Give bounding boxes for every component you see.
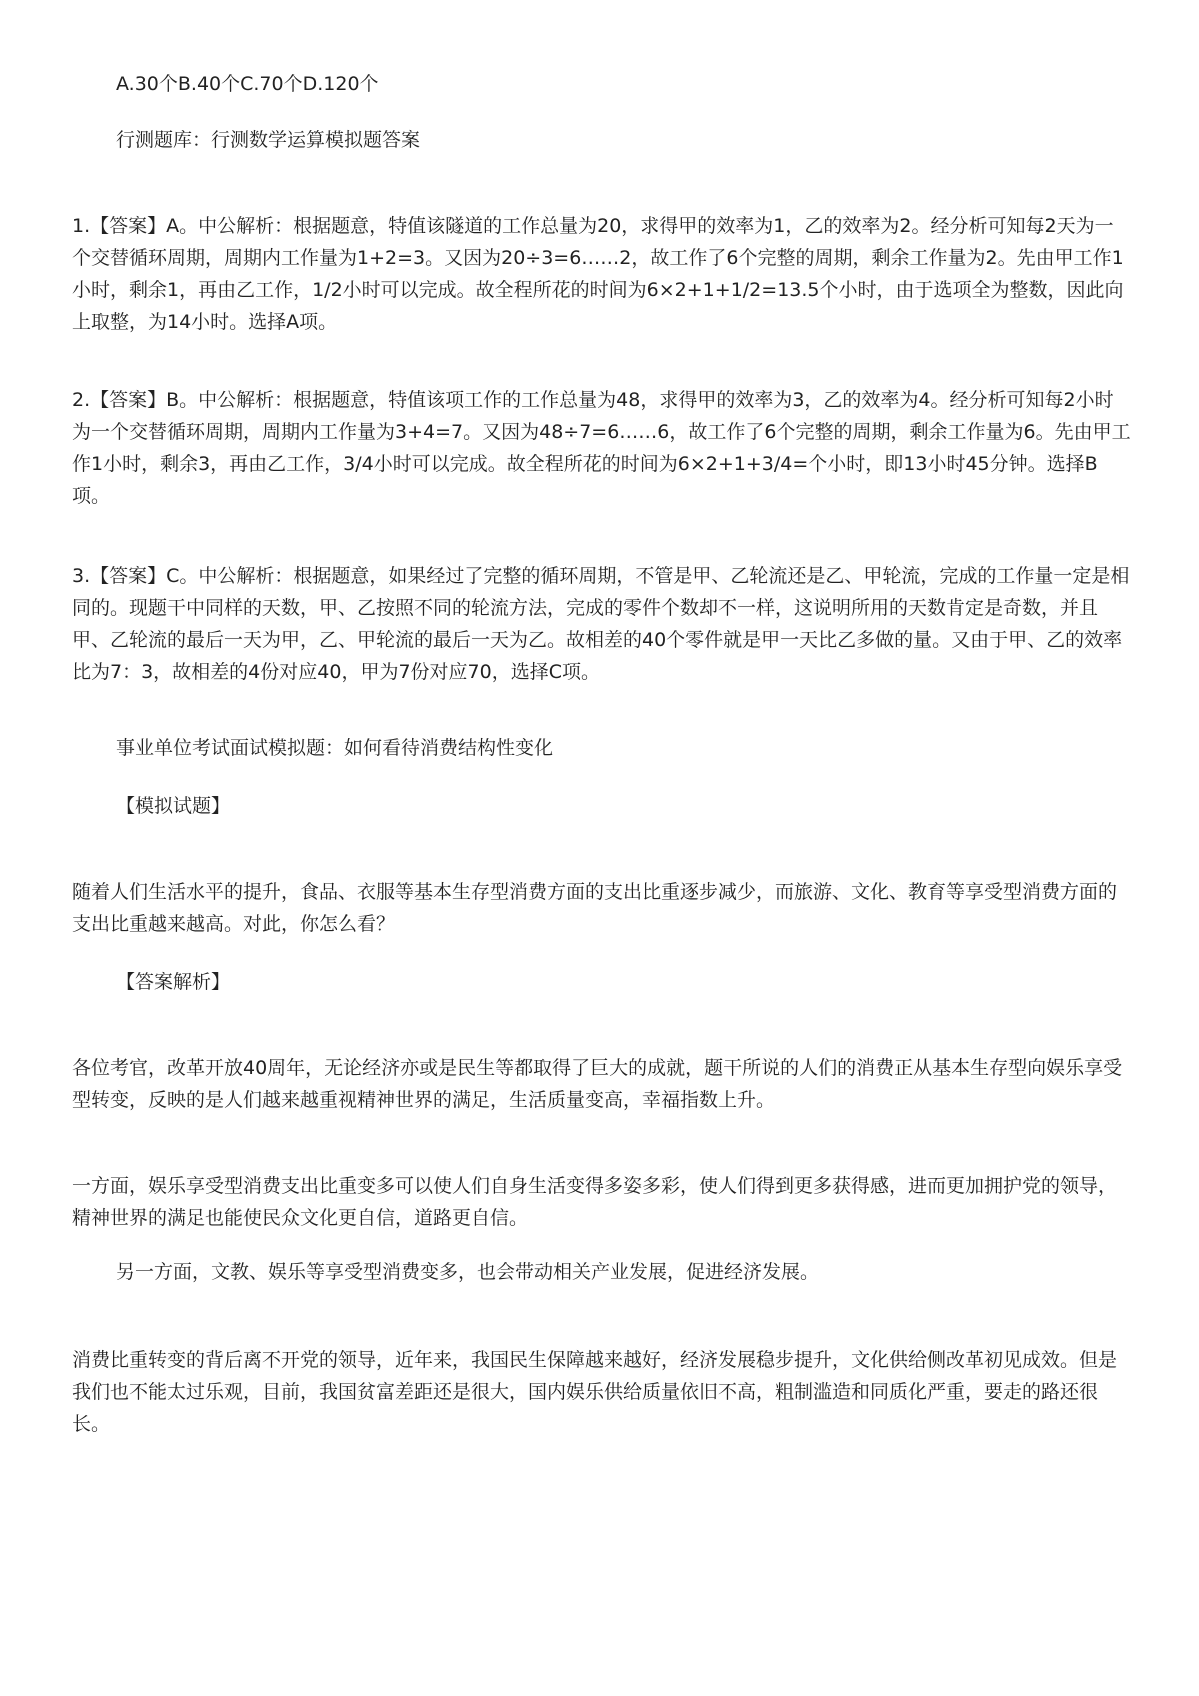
question-bank-title: 行测题库：行测数学运算模拟题答案 <box>116 129 421 151</box>
analysis-paragraph-2: 一方面，娱乐享受型消费支出比重变多可以使人们自身生活变得多姿多彩，使人们得到更多获得感，进而更加拥护党的领导，精神世界的满足也能使民众文化更自信，道路更自信。 <box>72 1175 1118 1229</box>
answer-analysis-label: 【答案解析】 <box>116 971 231 993</box>
interview-title: 事业单位考试面试模拟题：如何看待消费结构性变化 <box>116 737 554 759</box>
mock-question-label: 【模拟试题】 <box>116 795 231 817</box>
analysis-paragraph-1: 各位考官，改革开放40周年，无论经济亦或是民生等都取得了巨大的成就，题干所说的人们的消费正从基本生存型向娱乐享受型转变，反映的是人们越来越重视精神世界的满足，生活质量变高，幸福指数上升。 <box>72 1057 1123 1111</box>
answer-1: 1.【答案】A。中公解析：根据题意，特值该隧道的工作总量为20，求得甲的效率为1，乙的效率为2。经分析可知每2天为一个交替循环周期，周期内工作量为1+2=3。又因为20÷3=6……2，故工作了6个完整的周期，剩余工作量为2。先由甲工作1小时，剩余1，再由乙工作，1/2小时可以完成。故全程所花的时间为6×2+1+1/2=13.5个小时，由于选项全为整数，因此向上取整，为14小时。选择A项。 <box>72 215 1124 333</box>
answer-options: A.30个B.40个C.70个D.120个 <box>116 73 379 95</box>
answer-3: 3.【答案】C。中公解析：根据题意，如果经过了完整的循环周期，不管是甲、乙轮流还是乙、甲轮流，完成的工作量一定是相同的。现题干中同样的天数，甲、乙按照不同的轮流方法，完成的零件个数却不一样，这说明所用的天数肯定是奇数，并且甲、乙轮流的最后一天为甲，乙、甲轮流的最后一天为乙。故相差的40个零件就是甲一天比乙多做的量。又由于甲、乙的效率比为7：3，故相差的4份对应40，甲为7份对应70，选择C项。 <box>72 565 1130 683</box>
answer-2: 2.【答案】B。中公解析：根据题意，特值该项工作的工作总量为48，求得甲的效率为3，乙的效率为4。经分析可知每2小时为一个交替循环周期，周期内工作量为3+4=7。又因为48÷7=6……6，故工作了6个完整的周期，剩余工作量为6。先由甲工作1小时，剩余3，再由乙工作，3/4小时可以完成。故全程所花的时间为6×2+1+3/4=个小时，即13小时45分钟。选择B项。 <box>72 389 1131 507</box>
mock-question: 随着人们生活水平的提升，食品、衣服等基本生存型消费方面的支出比重逐步减少，而旅游、文化、教育等享受型消费方面的支出比重越来越高。对此，你怎么看？ <box>72 881 1118 935</box>
analysis-paragraph-3: 另一方面，文教、娱乐等享受型消费变多，也会带动相关产业发展，促进经济发展。 <box>116 1261 820 1283</box>
analysis-paragraph-4: 消费比重转变的背后离不开党的领导，近年来，我国民生保障越来越好，经济发展稳步提升，文化供给侧改革初见成效。但是我们也不能太过乐观，目前，我国贫富差距还是很大，国内娱乐供给质量依旧不高，粗制滥造和同质化严重，要走的路还很长。 <box>72 1349 1118 1435</box>
